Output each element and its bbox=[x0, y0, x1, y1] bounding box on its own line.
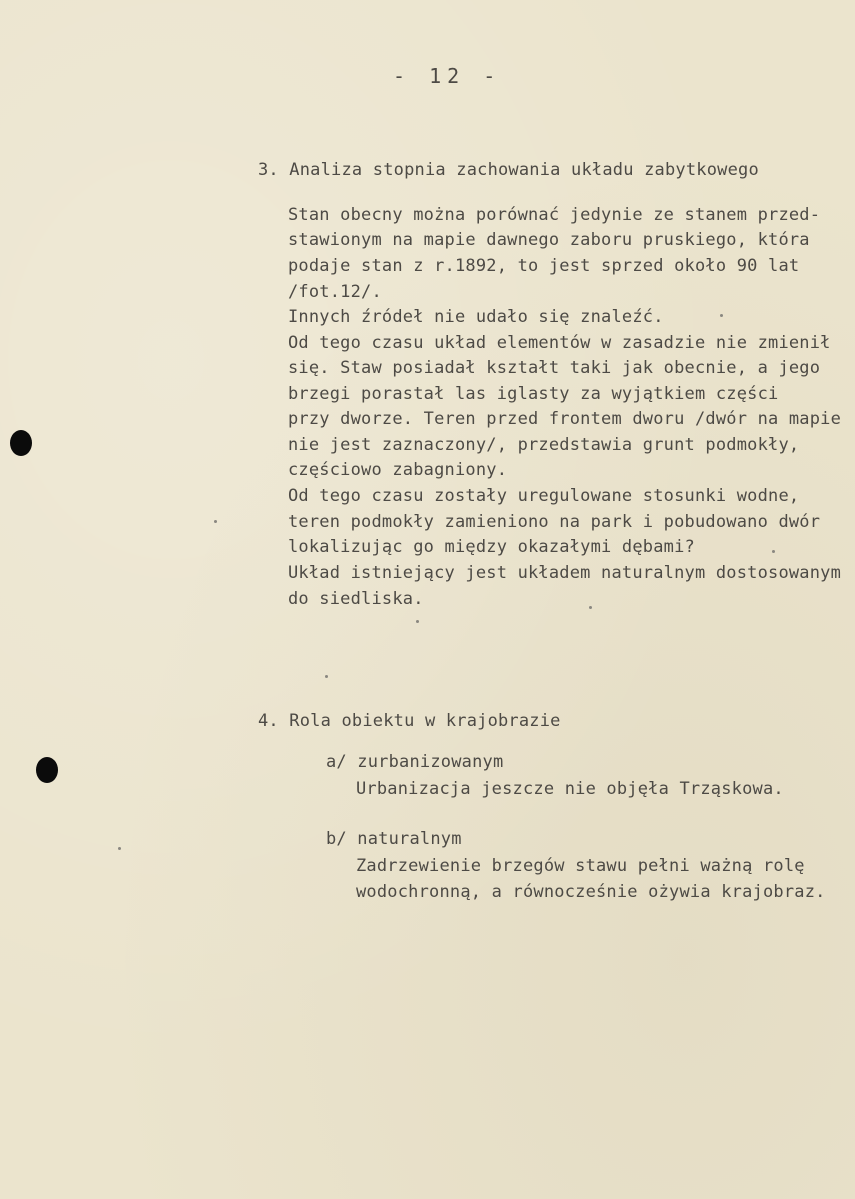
paper-speck bbox=[416, 620, 419, 623]
section-3-line: do siedliska. bbox=[288, 589, 424, 609]
section-3-line: stawionym na mapie dawnego zaboru pruskiego, która bbox=[288, 230, 810, 250]
section-3-line: Od tego czasu układ elementów w zasadzie nie zmienił bbox=[288, 333, 831, 353]
paper-speck bbox=[720, 314, 723, 317]
paper-speck bbox=[118, 847, 121, 850]
paper-speck bbox=[589, 606, 592, 609]
section-3-line: przy dworze. Teren przed frontem dworu /dwór na mapie bbox=[288, 409, 842, 429]
section-4-a-text: Urbanizacja jeszcze nie objęła Trząskowa. bbox=[356, 779, 784, 799]
section-3-line: teren podmokły zamieniono na park i pobudowano dwór bbox=[288, 512, 821, 532]
section-3-line: podaje stan z r.1892, to jest sprzed około 90 lat bbox=[288, 256, 800, 276]
section-3-line: lokalizując go między okazałymi dębami? bbox=[288, 537, 695, 557]
section-3-line: brzegi porastał las iglasty za wyjątkiem części bbox=[288, 384, 779, 404]
paper-speck bbox=[214, 520, 217, 523]
page-number: - 12 - bbox=[393, 64, 502, 88]
paper-speck bbox=[772, 550, 775, 553]
section-4-heading: 4. Rola obiektu w krajobrazie bbox=[258, 711, 561, 731]
section-3-line: Innych źródeł nie udało się znaleźć. bbox=[288, 307, 664, 327]
punch-hole bbox=[36, 757, 58, 783]
section-3-line: się. Staw posiadał kształt taki jak obecnie, a jego bbox=[288, 358, 821, 378]
section-3-line: /fot.12/. bbox=[288, 282, 382, 302]
section-3-heading: 3. Analiza stopnia zachowania układu zabytkowego bbox=[258, 160, 759, 180]
section-3-line: nie jest zaznaczony/, przedstawia grunt podmokły, bbox=[288, 435, 800, 455]
section-4-a-label: a/ zurbanizowanym bbox=[326, 752, 504, 772]
section-4-b-label: b/ naturalnym bbox=[326, 829, 462, 849]
section-3-line: Stan obecny można porównać jedynie ze stanem przed- bbox=[288, 205, 821, 225]
section-4-b-line: Zadrzewienie brzegów stawu pełni ważną rolę bbox=[356, 856, 805, 876]
section-4-b-line: wodochronną, a równocześnie ożywia krajobraz. bbox=[356, 882, 826, 902]
punch-hole bbox=[10, 430, 32, 456]
section-3-line: częściowo zabagniony. bbox=[288, 460, 508, 480]
section-3-line: Od tego czasu zostały uregulowane stosunki wodne, bbox=[288, 486, 800, 506]
section-3-line: Układ istniejący jest układem naturalnym dostosowanym bbox=[288, 563, 842, 583]
paper-speck bbox=[325, 675, 328, 678]
